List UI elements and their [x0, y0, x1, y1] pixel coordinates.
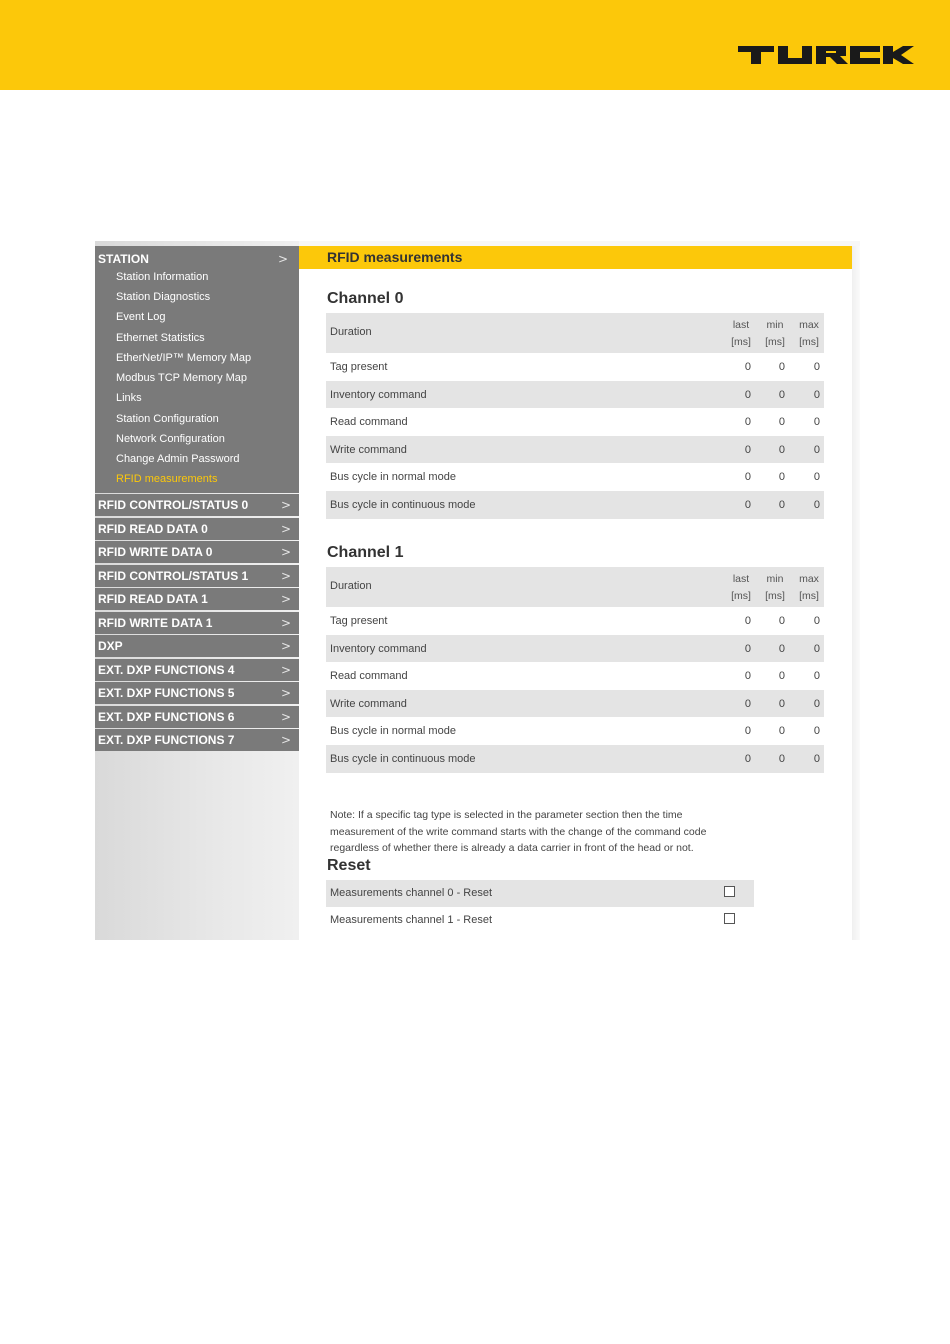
- table-row: [326, 408, 824, 436]
- row-label: Read command: [330, 416, 408, 429]
- main-content: [299, 241, 860, 940]
- channel-1-title: Channel 1: [327, 544, 404, 561]
- menu-rfid-control-status-0[interactable]: [95, 494, 299, 516]
- sidebar-item-network-configuration[interactable]: Network Configuration: [116, 433, 225, 445]
- menu-label: RFID READ DATA 0: [98, 522, 208, 536]
- chevron-right-icon: >: [280, 592, 291, 606]
- max-header: max [ms]: [799, 319, 819, 348]
- max-value: 0: [813, 443, 820, 456]
- last-value: 0: [744, 416, 751, 429]
- menu-ext-dxp-functions-5[interactable]: [95, 682, 299, 704]
- reset-title: Reset: [327, 857, 371, 874]
- scroll-gutter: [852, 246, 860, 940]
- station-menu-header[interactable]: [98, 251, 296, 267]
- last-value: 0: [744, 498, 751, 511]
- menu-label: RFID WRITE DATA 0: [98, 545, 213, 559]
- sidebar-item-rfid-measurements[interactable]: RFID measurements: [116, 473, 218, 485]
- max-value: 0: [813, 416, 820, 429]
- chevron-right-icon: >: [280, 733, 291, 747]
- sidebar-item-station-diagnostics[interactable]: Station Diagnostics: [116, 291, 211, 303]
- channel-1-table: [326, 567, 824, 773]
- turck-logo: [738, 42, 914, 66]
- menu-label: EXT. DXP FUNCTIONS 5: [98, 686, 235, 700]
- max-header: max [ms]: [799, 573, 819, 602]
- table-row: [326, 607, 824, 635]
- header-band: [0, 0, 950, 90]
- menu-ext-dxp-functions-7[interactable]: [95, 729, 299, 751]
- table-row: [326, 491, 824, 519]
- table-row: [326, 381, 824, 409]
- row-label: Tag present: [330, 615, 388, 627]
- min-value: 0: [778, 752, 785, 765]
- measurement-note: Note: If a specific tag type is selected in the parameter section then the time measurement of the write command starts with the change of the command code regardless of whether there is already a data carrier in front of the head or not.: [330, 809, 707, 854]
- row-label: Bus cycle in normal mode: [330, 471, 456, 484]
- sidebar-item-change-admin-password[interactable]: Change Admin Password: [116, 453, 240, 465]
- chevron-right-icon: >: [277, 252, 288, 266]
- row-label: Read command: [330, 670, 408, 683]
- menu-rfid-read-data-0[interactable]: [95, 518, 299, 540]
- channel-0-title: Channel 0: [327, 290, 404, 307]
- duration-header: Duration: [330, 580, 372, 592]
- last-value: 0: [744, 670, 751, 683]
- menu-label: EXT. DXP FUNCTIONS 4: [98, 663, 235, 677]
- station-label: STATION: [98, 252, 149, 266]
- reset-channel-0-checkbox[interactable]: [724, 886, 735, 897]
- reset-channel-1-checkbox[interactable]: [724, 913, 735, 924]
- table-header-row: [326, 313, 824, 353]
- menu-label: EXT. DXP FUNCTIONS 7: [98, 733, 235, 747]
- row-label: Inventory command: [330, 388, 427, 401]
- min-value: 0: [778, 642, 785, 655]
- table-row: [326, 436, 824, 464]
- sidebar-item-event-log[interactable]: Event Log: [116, 311, 166, 323]
- menu-label: RFID CONTROL/STATUS 0: [98, 498, 249, 512]
- menu-rfid-control-status-1[interactable]: [95, 565, 299, 587]
- max-value: 0: [813, 725, 820, 738]
- table-row: [326, 353, 824, 381]
- row-label: Bus cycle in continuous mode: [330, 752, 476, 765]
- min-value: 0: [778, 670, 785, 683]
- chevron-right-icon: >: [280, 639, 291, 653]
- menu-ext-dxp-functions-6[interactable]: [95, 706, 299, 728]
- reset-label: Measurements channel 0 - Reset: [330, 887, 493, 899]
- last-value: 0: [744, 361, 751, 373]
- last-value: 0: [744, 615, 751, 627]
- table-header-row: [326, 567, 824, 607]
- row-label: Write command: [330, 443, 407, 456]
- max-value: 0: [813, 670, 820, 683]
- min-header: min [ms]: [765, 573, 785, 602]
- reset-row-channel-1: [326, 907, 754, 934]
- chevron-right-icon: >: [280, 498, 291, 512]
- menu-label: DXP: [98, 639, 123, 653]
- menu-rfid-write-data-0[interactable]: [95, 541, 299, 563]
- menu-rfid-write-data-1[interactable]: [95, 612, 299, 634]
- sidebar: [95, 241, 299, 940]
- min-value: 0: [778, 725, 785, 738]
- row-label: Write command: [330, 697, 407, 710]
- reset-label: Measurements channel 1 - Reset: [330, 914, 493, 926]
- sidebar-item-ethernet-statistics[interactable]: Ethernet Statistics: [116, 332, 205, 344]
- max-value: 0: [813, 361, 820, 373]
- menu-label: RFID CONTROL/STATUS 1: [98, 569, 249, 583]
- max-value: 0: [813, 471, 820, 484]
- max-value: 0: [813, 388, 820, 401]
- min-value: 0: [778, 388, 785, 401]
- channel-0-table: [326, 313, 824, 519]
- last-value: 0: [744, 697, 751, 710]
- row-label: Tag present: [330, 361, 388, 373]
- min-value: 0: [778, 697, 785, 710]
- last-value: 0: [744, 388, 751, 401]
- max-value: 0: [813, 498, 820, 511]
- table-row: [326, 745, 824, 773]
- menu-rfid-read-data-1[interactable]: [95, 588, 299, 610]
- last-value: 0: [744, 443, 751, 456]
- table-row: [326, 463, 824, 491]
- menu-ext-dxp-functions-4[interactable]: [95, 659, 299, 681]
- max-value: 0: [813, 697, 820, 710]
- web-ui-screenshot: [95, 241, 860, 940]
- row-label: Bus cycle in continuous mode: [330, 498, 476, 511]
- reset-row-channel-0: [326, 880, 754, 907]
- menu-label: RFID WRITE DATA 1: [98, 616, 213, 630]
- min-value: 0: [778, 361, 785, 373]
- max-value: 0: [813, 615, 820, 627]
- menu-label: EXT. DXP FUNCTIONS 6: [98, 710, 235, 724]
- sidebar-item-ethernetip-memory-map[interactable]: EtherNet/IP™ Memory Map: [116, 352, 252, 364]
- page-title-bar: [299, 246, 852, 269]
- last-value: 0: [744, 752, 751, 765]
- table-row: [326, 717, 824, 745]
- chevron-right-icon: >: [280, 545, 291, 559]
- row-label: Inventory command: [330, 642, 427, 655]
- min-value: 0: [778, 615, 785, 627]
- sidebar-item-modbus-tcp-memory-map[interactable]: Modbus TCP Memory Map: [116, 372, 248, 384]
- row-label: Bus cycle in normal mode: [330, 725, 456, 738]
- min-value: 0: [778, 498, 785, 511]
- table-row: [326, 662, 824, 690]
- table-row: [326, 690, 824, 718]
- menu-dxp[interactable]: [95, 635, 299, 657]
- menu-label: RFID READ DATA 1: [98, 592, 208, 606]
- last-value: 0: [744, 471, 751, 484]
- chevron-right-icon: >: [280, 522, 291, 536]
- chevron-right-icon: >: [280, 663, 291, 677]
- chevron-right-icon: >: [280, 686, 291, 700]
- sidebar-item-station-configuration[interactable]: Station Configuration: [116, 413, 219, 425]
- last-header: last [ms]: [731, 319, 751, 348]
- duration-header: Duration: [330, 326, 372, 338]
- table-row: [326, 635, 824, 663]
- chevron-right-icon: >: [280, 710, 291, 724]
- sidebar-item-links[interactable]: Links: [116, 392, 142, 404]
- last-value: 0: [744, 642, 751, 655]
- sidebar-item-station-information[interactable]: Station Information: [116, 271, 209, 283]
- min-value: 0: [778, 471, 785, 484]
- chevron-right-icon: >: [280, 616, 291, 630]
- page-title: RFID measurements: [327, 249, 463, 265]
- max-value: 0: [813, 642, 820, 655]
- station-menu: [95, 246, 299, 493]
- content-body: [299, 269, 852, 940]
- min-header: min [ms]: [765, 319, 785, 348]
- chevron-right-icon: >: [280, 569, 291, 583]
- max-value: 0: [813, 752, 820, 765]
- last-value: 0: [744, 725, 751, 738]
- min-value: 0: [778, 416, 785, 429]
- min-value: 0: [778, 443, 785, 456]
- last-header: last [ms]: [731, 573, 751, 602]
